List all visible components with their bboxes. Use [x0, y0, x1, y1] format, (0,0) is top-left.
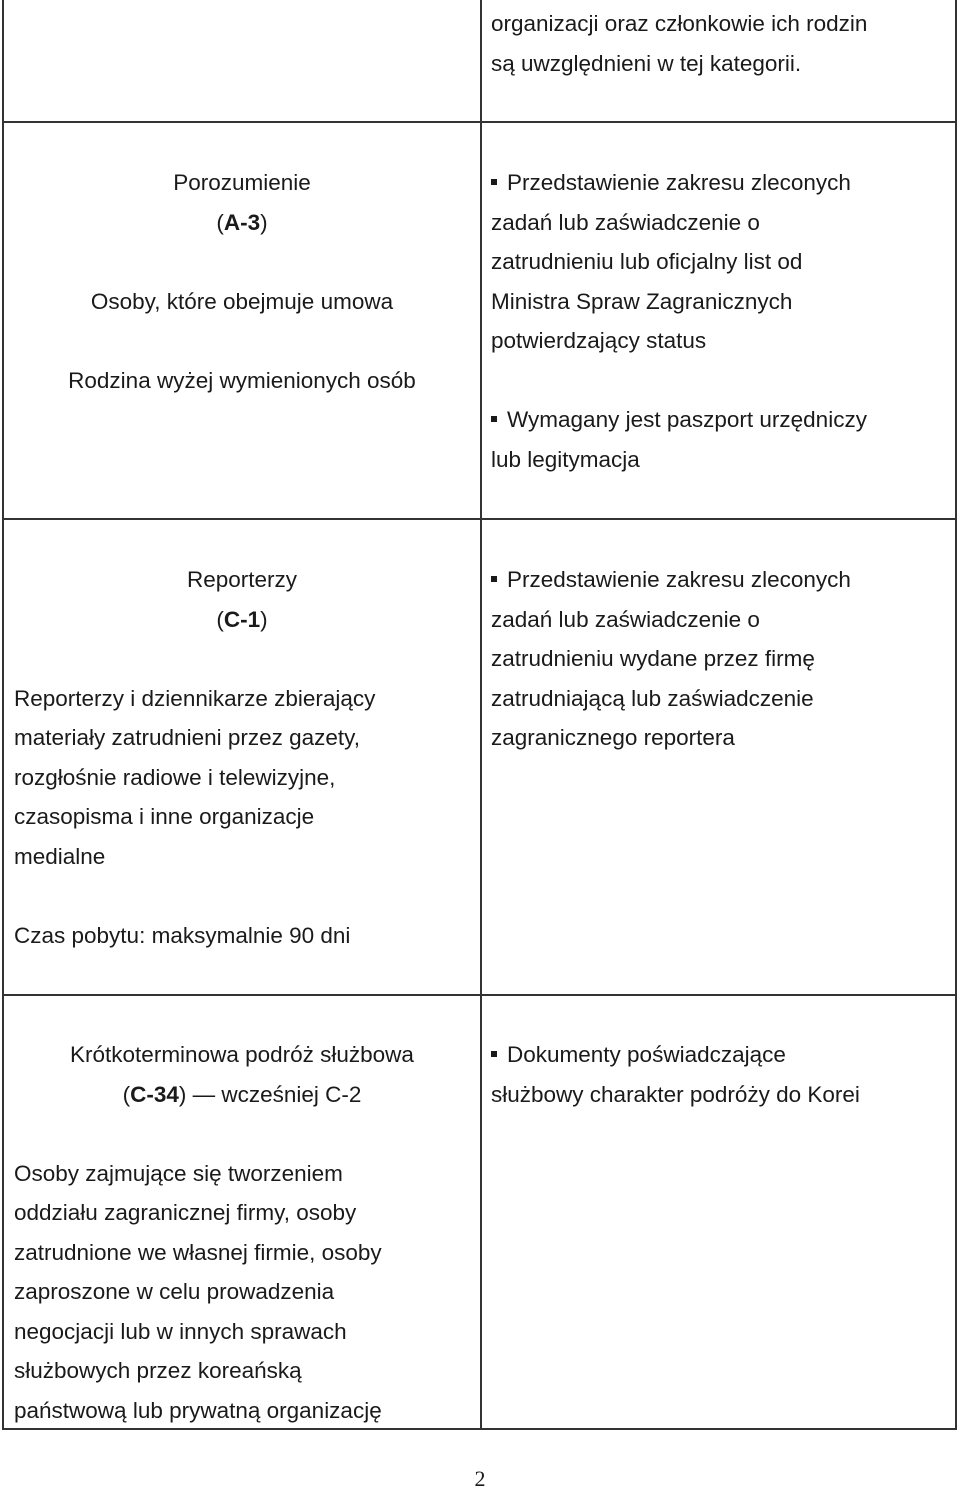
c1-left-cell	[14, 560, 480, 955]
visa-code: A-3	[223, 209, 261, 235]
text-line: zatrudniającą lub zaświadczenie	[491, 685, 814, 711]
a3-left-cell	[4, 163, 480, 400]
text-line: rozgłośnie radiowe i telewizyjne,	[14, 764, 336, 790]
text-line: zaproszone w celu prowadzenia	[14, 1279, 335, 1304]
text-line: materiały zatrudnieni przez gazety,	[14, 725, 360, 750]
text-line: zadań lub zaświadczenie o	[491, 209, 760, 235]
text-line: medialne	[14, 843, 106, 869]
requirement-item: Przedstawienie zakresu zleconych	[491, 560, 953, 600]
bullet-icon	[491, 1051, 497, 1057]
paren: (	[216, 606, 224, 632]
text-line: Osoby zajmujące się tworzeniem	[14, 1160, 343, 1186]
text-line: zatrudnione we własnej firmie, osoby	[14, 1239, 382, 1265]
paren: )	[178, 1081, 187, 1107]
text-line: Ministra Spraw Zagranicznych	[491, 288, 793, 314]
visa-code-line	[4, 600, 480, 640]
a3-right-cell	[491, 163, 953, 479]
paren: (	[216, 209, 224, 235]
paren: )	[260, 606, 268, 632]
category-title: Porozumienie	[173, 170, 311, 195]
previous-code: — wcześniej C-2	[186, 1081, 362, 1107]
text-line: zadań lub zaświadczenie o	[491, 606, 760, 632]
visa-code: C-1	[223, 606, 261, 632]
text-line: czasopisma i inne organizacje	[14, 804, 315, 829]
text-line: potwierdzający status	[491, 328, 707, 353]
c34-left-cell	[14, 1035, 480, 1430]
text-line: służbowy charakter podróży do Korei	[491, 1081, 860, 1107]
bullet-icon	[491, 179, 497, 185]
requirement-item: Wymagany jest paszport urzędniczy	[491, 400, 953, 440]
text-line: są uwzględnieni w tej kategorii.	[491, 50, 802, 76]
text-line: negocjacji lub w innych sprawach	[14, 1318, 347, 1344]
category-description: Osoby, które obejmuje umowa	[90, 288, 394, 314]
top-row-right-cell	[491, 4, 951, 83]
bullet-icon	[491, 576, 497, 582]
category-description: Rodzina wyżej wymienionych osób	[68, 367, 416, 393]
text-line: służbowych przez koreańską	[14, 1358, 302, 1383]
bullet-icon	[491, 416, 497, 422]
page-number: 2	[474, 1466, 486, 1491]
table-border-right	[955, 0, 957, 1430]
paren: (	[122, 1081, 131, 1107]
requirement-item: Przedstawienie zakresu zleconych	[491, 163, 953, 203]
category-title: Krótkoterminowa podróż służbowa	[70, 1042, 414, 1067]
visa-code-line	[4, 203, 480, 243]
text-line: organizacji oraz członkowie ich rodzin	[491, 11, 868, 36]
text-line: Reporterzy i dziennikarze zbierający	[14, 685, 376, 711]
visa-code: C-34	[130, 1081, 179, 1107]
visa-code-line	[4, 1075, 480, 1115]
table-column-divider	[480, 0, 482, 1430]
text-line: zagranicznego reportera	[491, 725, 735, 750]
text-line: lub legitymacja	[491, 446, 640, 472]
text-line: państwową lub prywatną organizację	[14, 1397, 382, 1423]
category-title: Reporterzy	[186, 567, 298, 592]
text-line: zatrudnieniu lub oficjalny list od	[491, 249, 803, 274]
table-row-divider	[2, 994, 957, 996]
c34-right-cell	[491, 1035, 953, 1114]
table-row-divider	[2, 121, 957, 123]
text-line: oddziału zagranicznej firmy, osoby	[14, 1200, 357, 1225]
paren: )	[260, 209, 268, 235]
stay-duration: Czas pobytu: maksymalnie 90 dni	[14, 922, 351, 948]
table-row-divider	[2, 518, 957, 520]
requirement-item: Dokumenty poświadczające	[491, 1035, 953, 1075]
c1-right-cell	[491, 560, 953, 758]
text-line: zatrudnieniu wydane przez firmę	[491, 646, 815, 671]
